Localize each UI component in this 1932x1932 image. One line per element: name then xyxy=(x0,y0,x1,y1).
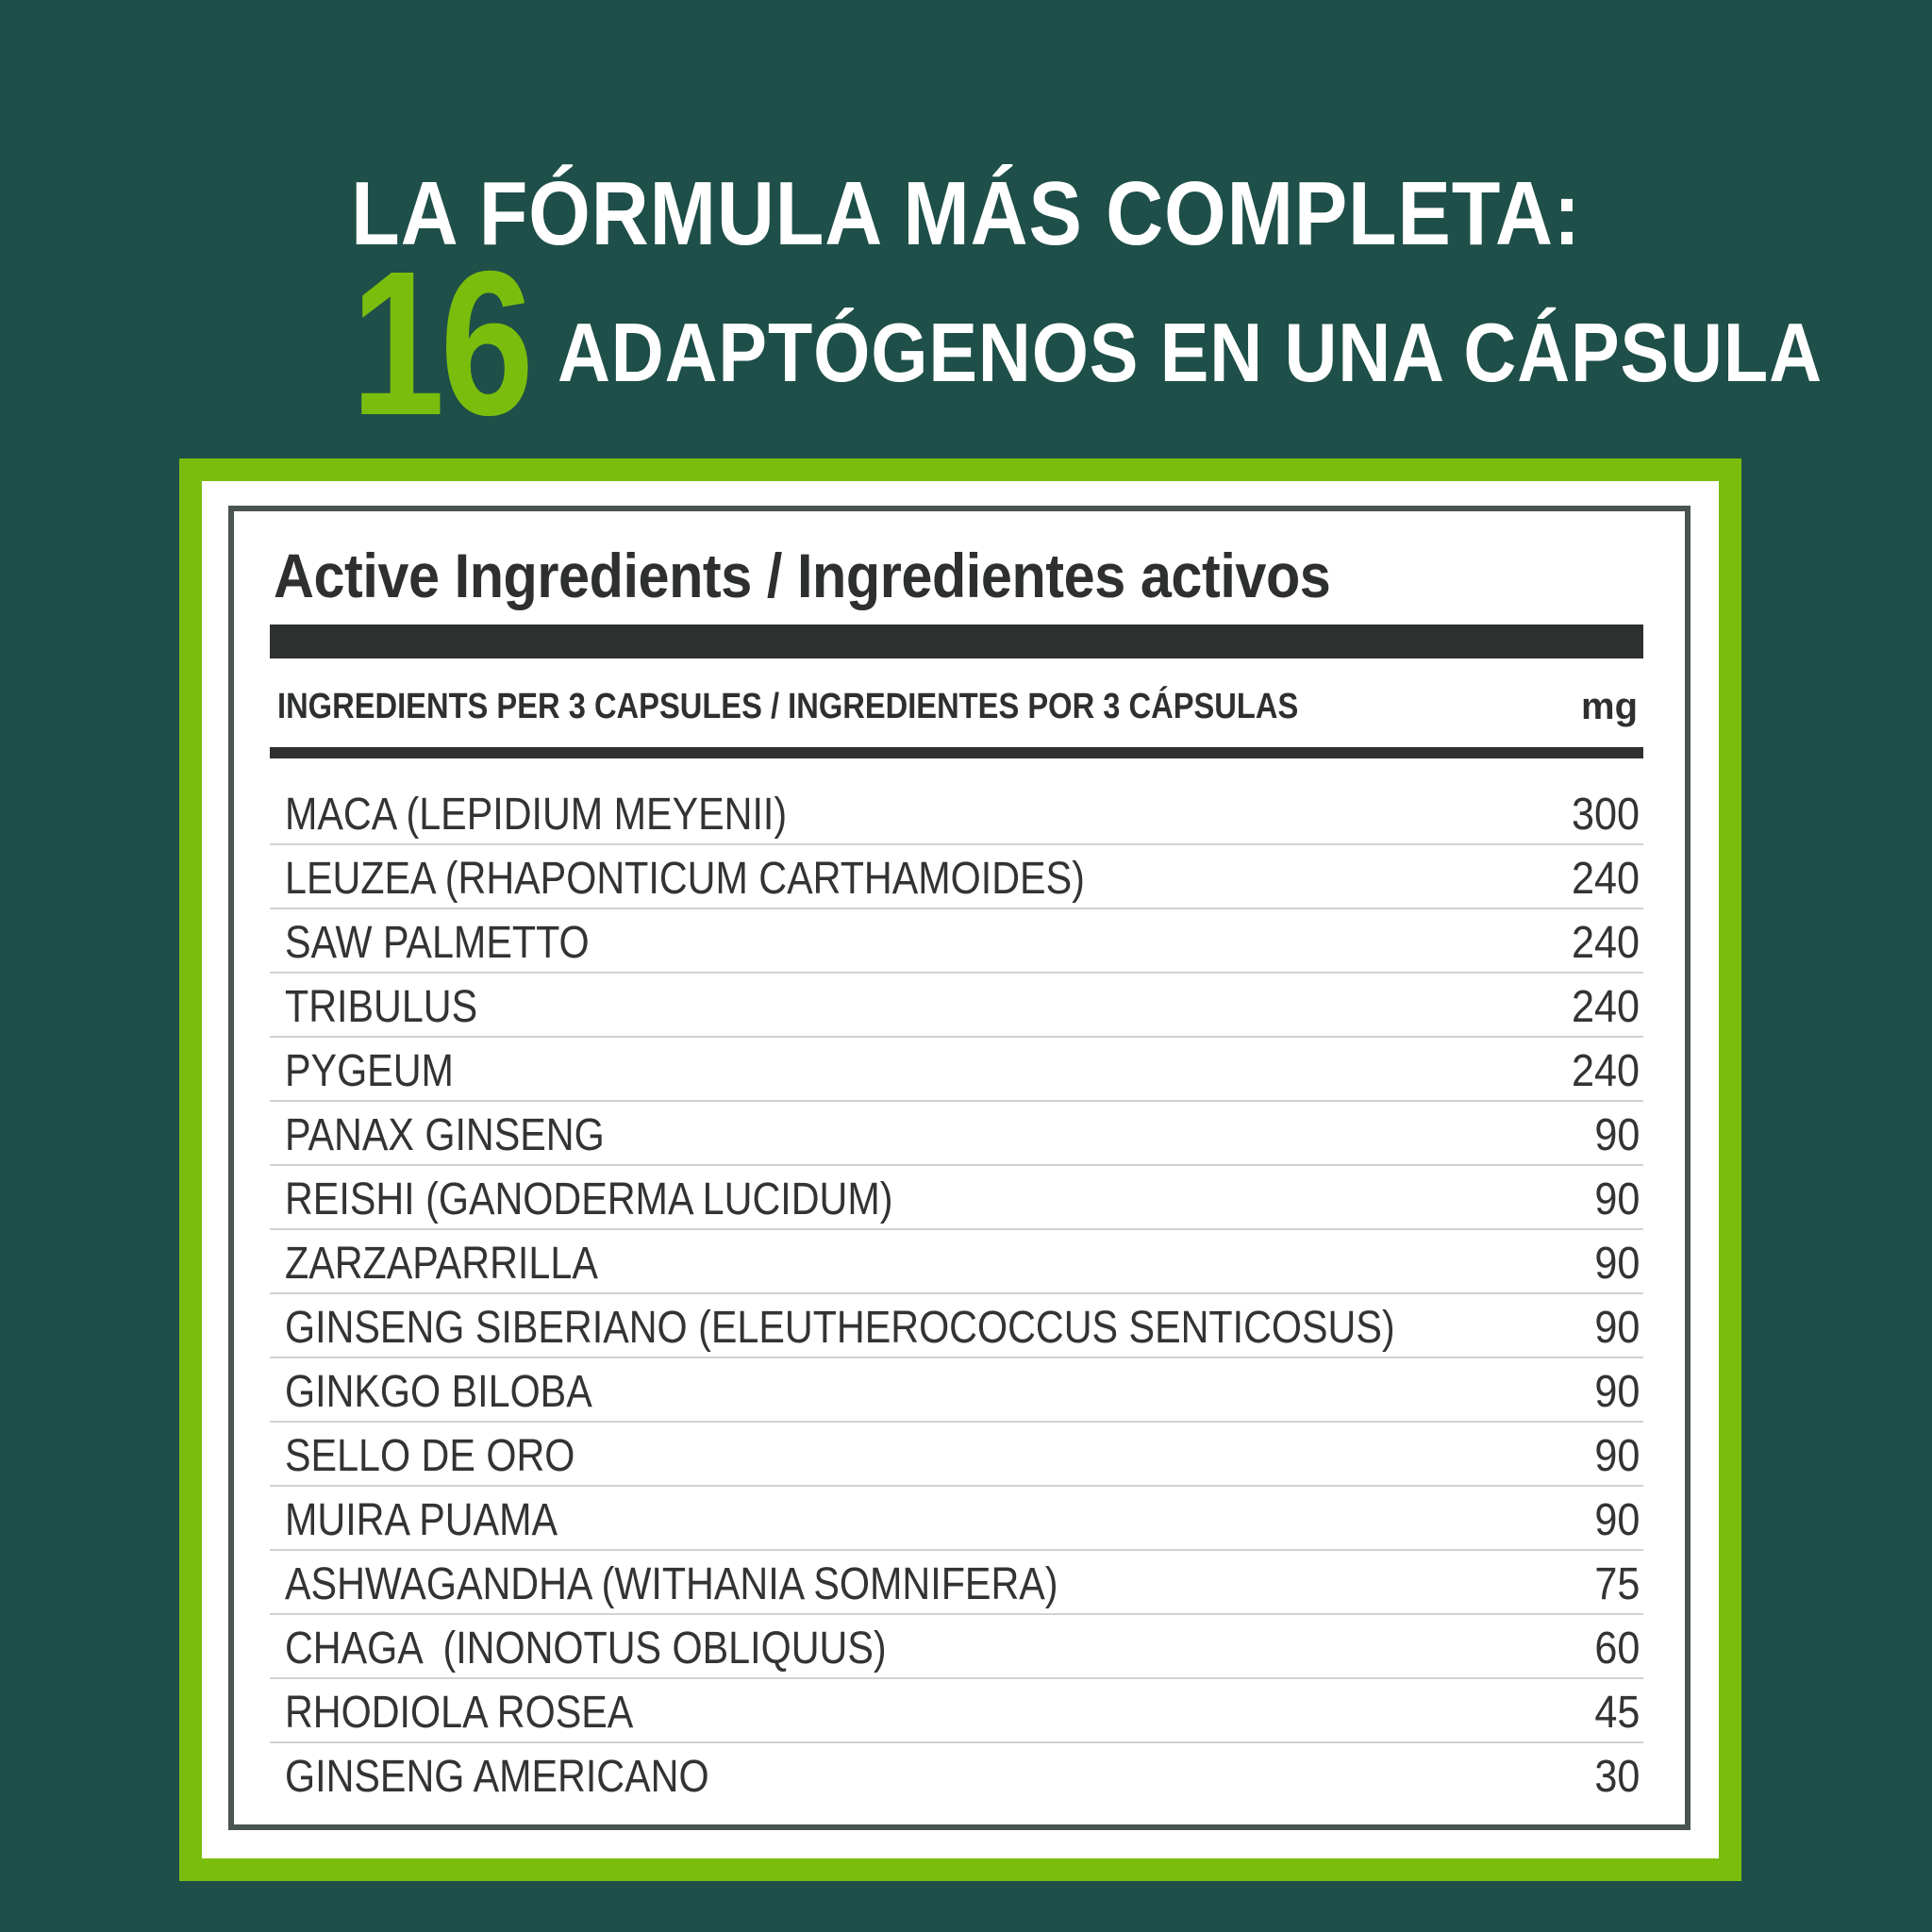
table-row xyxy=(270,781,1643,845)
headline-line-2-text: ADAPTÓGENOS EN UNA CÁPSULA xyxy=(558,306,1823,399)
table-row xyxy=(270,1102,1643,1166)
ingredient-mg: 240 xyxy=(1571,982,1640,1032)
table-row xyxy=(270,1358,1643,1423)
headline-line-2 xyxy=(351,229,1932,458)
ingredient-mg: 90 xyxy=(1593,1495,1640,1545)
ingredient-mg: 240 xyxy=(1571,918,1640,968)
table-row xyxy=(270,1487,1643,1551)
ingredient-mg: 240 xyxy=(1571,854,1640,904)
table-row xyxy=(270,1230,1643,1294)
ingredient-mg: 90 xyxy=(1593,1431,1640,1481)
ingredient-mg: 45 xyxy=(1593,1688,1640,1738)
table-row xyxy=(270,1294,1643,1358)
ingredient-name: GINKGO BILOBA xyxy=(285,1367,592,1417)
ingredient-name: SELLO DE ORO xyxy=(285,1431,575,1481)
ingredient-name: LEUZEA (RHAPONTICUM CARTHAMOIDES) xyxy=(285,854,1085,904)
column-header-ingredients: INGREDIENTS PER 3 CAPSULES / INGREDIENTES POR 3 CÁPSULAS xyxy=(277,687,1299,726)
table-row xyxy=(270,1615,1643,1679)
table-title-divider xyxy=(270,625,1643,658)
ingredient-name: SAW PALMETTO xyxy=(285,918,590,968)
adaptogen-count: 16 xyxy=(351,229,529,458)
ingredient-mg: 60 xyxy=(1593,1624,1640,1674)
ingredient-name: RHODIOLA ROSEA xyxy=(285,1688,634,1738)
ingredient-mg: 90 xyxy=(1593,1367,1640,1417)
table-row xyxy=(270,1166,1643,1230)
ingredients-list xyxy=(270,781,1643,1807)
table-row xyxy=(270,1743,1643,1807)
ingredient-name: ASHWAGANDHA (WITHANIA SOMNIFERA) xyxy=(285,1559,1058,1609)
ingredient-name: MACA (LEPIDIUM MEYENII) xyxy=(285,790,788,840)
ingredient-name: GINSENG SIBERIANO (ELEUTHEROCOCCUS SENTICOSUS) xyxy=(285,1303,1395,1353)
ingredient-name: PANAX GINSENG xyxy=(285,1110,605,1160)
ingredient-mg: 90 xyxy=(1593,1239,1640,1289)
ingredient-mg: 30 xyxy=(1593,1752,1640,1802)
ingredient-mg: 75 xyxy=(1593,1559,1640,1609)
ingredient-name: ZARZAPARRILLA xyxy=(285,1239,598,1289)
table-row xyxy=(270,909,1643,974)
ingredient-name: TRIBULUS xyxy=(285,982,478,1032)
ingredient-name: CHAGA (INONOTUS OBLIQUUS) xyxy=(285,1624,887,1674)
ingredient-mg: 240 xyxy=(1571,1046,1640,1096)
ingredient-name: PYGEUM xyxy=(285,1046,454,1096)
column-header-divider xyxy=(270,747,1643,758)
ingredient-mg: 90 xyxy=(1593,1110,1640,1160)
headline-line-1: LA FÓRMULA MÁS COMPLETA: xyxy=(351,163,1581,264)
column-header-unit: mg xyxy=(1581,686,1638,727)
ingredient-name: REISHI (GANODERMA LUCIDUM) xyxy=(285,1174,893,1224)
ingredient-name: GINSENG AMERICANO xyxy=(285,1752,709,1802)
table-row xyxy=(270,974,1643,1038)
ingredient-mg: 300 xyxy=(1571,790,1640,840)
table-row xyxy=(270,1423,1643,1487)
table-row xyxy=(270,1038,1643,1102)
table-title: Active Ingredients / Ingredientes activos xyxy=(274,541,1331,610)
ingredient-mg: 90 xyxy=(1593,1174,1640,1224)
table-row xyxy=(270,1679,1643,1743)
ingredient-name: MUIRA PUAMA xyxy=(285,1495,558,1545)
table-row xyxy=(270,1551,1643,1615)
table-row xyxy=(270,845,1643,909)
ingredient-mg: 90 xyxy=(1593,1303,1640,1353)
